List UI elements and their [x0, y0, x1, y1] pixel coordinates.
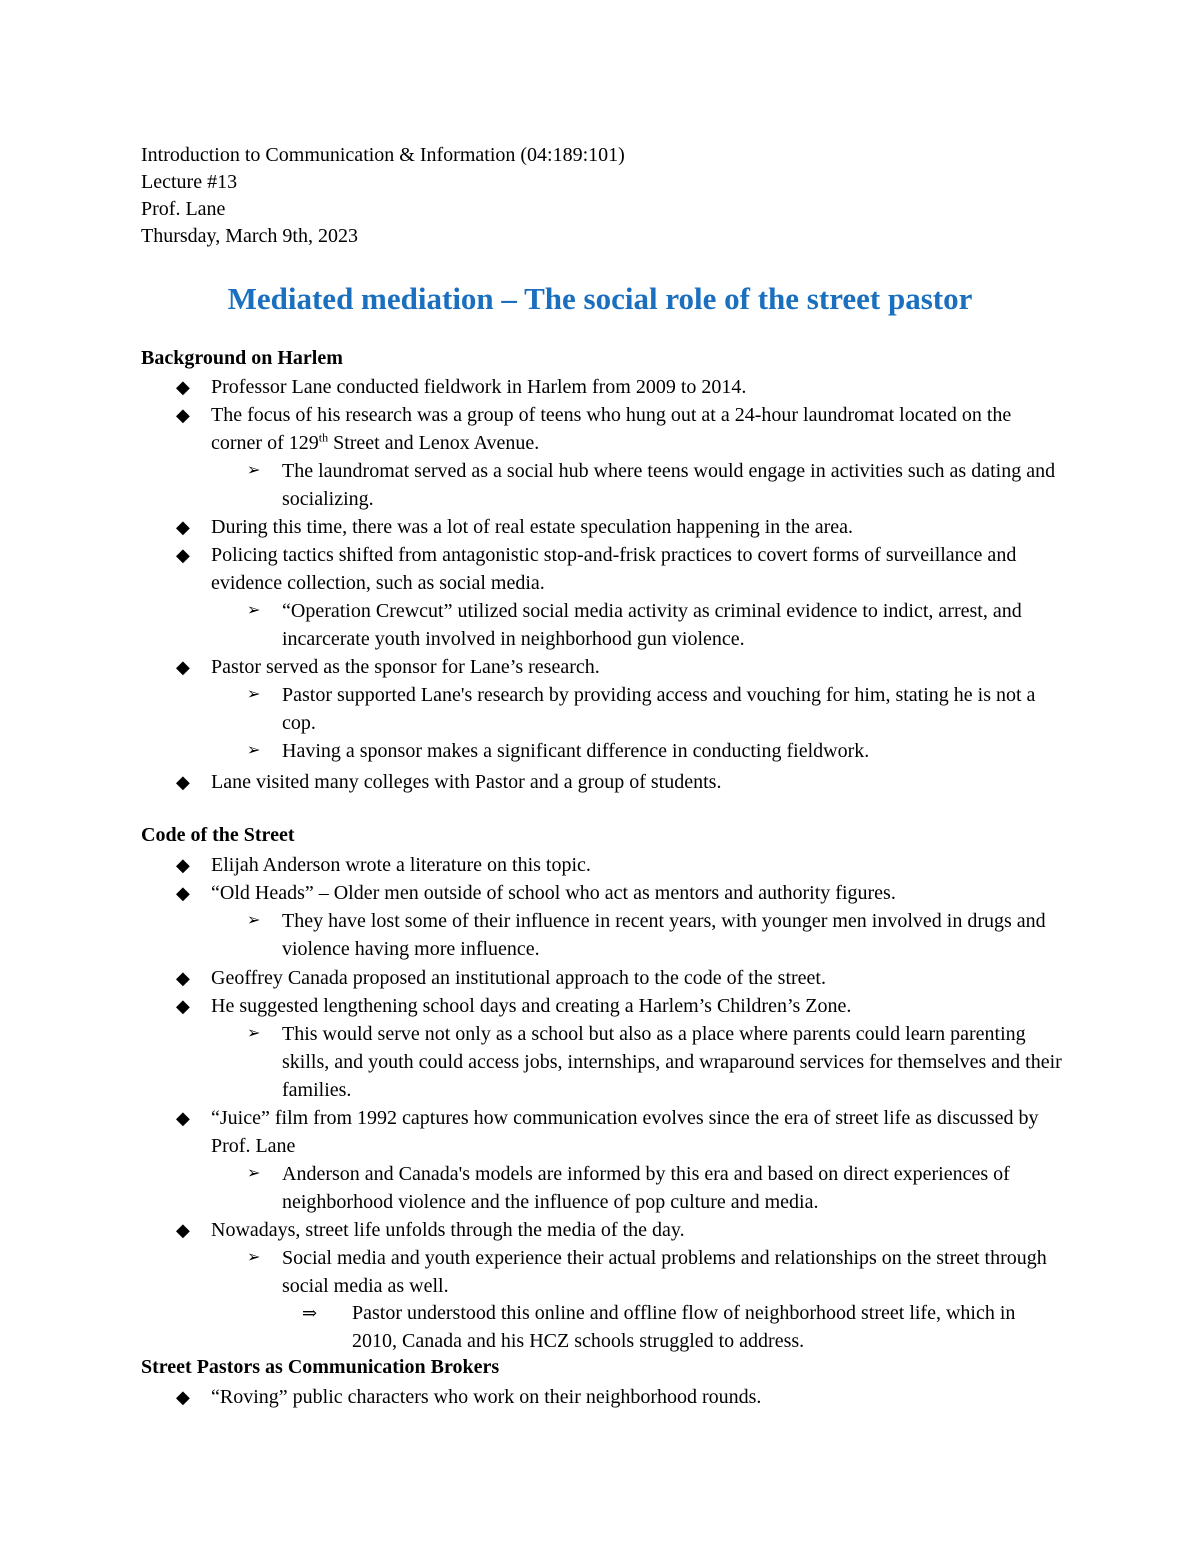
diamond-bullet-icon: ◆ [176, 855, 190, 875]
section-heading-street-pastors: Street Pastors as Communication Brokers [141, 1356, 500, 1378]
arrow-bullet-icon: ➢ [247, 1025, 261, 1042]
diamond-bullet-icon: ◆ [176, 1108, 190, 1128]
list-item: ◆ “Juice” film from 1992 captures how communication evolves since the era of street life as discussed by Prof. Lane [211, 1104, 1051, 1160]
list-item: ◆ Policing tactics shifted from antagonistic stop-and-frisk practices to covert forms of surveillance and evidence collection, such as social media. [211, 541, 1051, 597]
diamond-bullet-icon: ◆ [176, 405, 190, 425]
arrow-bullet-icon: ➢ [247, 742, 261, 759]
list-item: ➢ Anderson and Canada's models are informed by this era and based on direct experiences of neighborhood violence and the influence of pop culture and media. [282, 1160, 1062, 1216]
course-name: Introduction to Communication & Information (04:189:101) [141, 144, 625, 166]
list-item: ◆ Nowadays, street life unfolds through the media of the day. [211, 1216, 1051, 1244]
diamond-bullet-icon: ◆ [176, 1387, 190, 1407]
ordinal-superscript: th [318, 430, 329, 445]
list-item: ◆ The focus of his research was a group of teens who hung out at a 24-hour laundromat located on the corner of 129th Street and Lenox Avenue. [211, 401, 1051, 457]
diamond-bullet-icon: ◆ [176, 883, 190, 903]
list-item: ◆ He suggested lengthening school days and creating a Harlem’s Children’s Zone. [211, 992, 1051, 1020]
list-item: ➢ Pastor supported Lane's research by providing access and vouching for him, stating he is not a cop. [282, 681, 1062, 737]
list-item: ➢ “Operation Crewcut” utilized social media activity as criminal evidence to indict, arrest, and incarcerate youth involved in neighborhood gun violence. [282, 597, 1062, 653]
diamond-bullet-icon: ◆ [176, 968, 190, 988]
arrow-bullet-icon: ➢ [247, 686, 261, 703]
arrow-bullet-icon: ➢ [247, 1165, 261, 1182]
professor-name: Prof. Lane [141, 198, 226, 220]
diamond-bullet-icon: ◆ [176, 517, 190, 537]
section-heading-code-of-the-street: Code of the Street [141, 824, 295, 846]
arrow-bullet-icon: ➢ [247, 1249, 261, 1266]
diamond-bullet-icon: ◆ [176, 1220, 190, 1240]
diamond-bullet-icon: ◆ [176, 772, 190, 792]
list-item: ◆ “Old Heads” – Older men outside of school who act as mentors and authority figures. [211, 879, 1051, 907]
list-item: ➢ The laundromat served as a social hub where teens would engage in activities such as dating and socializing. [282, 457, 1062, 513]
arrow-bullet-icon: ➢ [247, 602, 261, 619]
arrow-bullet-icon: ➢ [247, 462, 261, 479]
double-arrow-bullet-icon: ⇒ [302, 1303, 318, 1323]
diamond-bullet-icon: ◆ [176, 657, 190, 677]
list-item: ➢ Social media and youth experience their actual problems and relationships on the street through social media as well. [282, 1244, 1062, 1300]
diamond-bullet-icon: ◆ [176, 377, 190, 397]
list-item: ◆ “Roving” public characters who work on their neighborhood rounds. [211, 1383, 1051, 1411]
list-item: ◆ Geoffrey Canada proposed an institutional approach to the code of the street. [211, 964, 1051, 992]
list-item: ➢ Having a sponsor makes a significant difference in conducting fieldwork. [282, 737, 1062, 765]
page-title: Mediated mediation – The social role of the street pastor [227, 281, 973, 316]
list-item: ➢ This would serve not only as a school but also as a place where parents could learn parenting skills, and youth could access jobs, internships, and wraparound services for themselves and their families. [282, 1020, 1062, 1104]
lecture-number: Lecture #13 [141, 171, 238, 193]
diamond-bullet-icon: ◆ [176, 996, 190, 1016]
lecture-date: Thursday, March 9th, 2023 [141, 225, 358, 247]
document-header [141, 142, 625, 250]
list-item: ◆ Professor Lane conducted fieldwork in Harlem from 2009 to 2014. [211, 373, 1051, 401]
list-item: ◆ Elijah Anderson wrote a literature on this topic. [211, 851, 1051, 879]
arrow-bullet-icon: ➢ [247, 912, 261, 929]
section-heading-harlem: Background on Harlem [141, 347, 343, 369]
list-item: ◆ Lane visited many colleges with Pastor and a group of students. [211, 768, 1051, 796]
list-item: ⇒ Pastor understood this online and offline flow of neighborhood street life, which in 2010, Canada and his HCZ schools struggled to address. [352, 1299, 1062, 1355]
diamond-bullet-icon: ◆ [176, 545, 190, 565]
list-item: ➢ They have lost some of their influence in recent years, with younger men involved in drugs and violence having more influence. [282, 907, 1062, 963]
list-item: ◆ Pastor served as the sponsor for Lane’s research. [211, 653, 1051, 681]
list-item: ◆ During this time, there was a lot of real estate speculation happening in the area. [211, 513, 1051, 541]
